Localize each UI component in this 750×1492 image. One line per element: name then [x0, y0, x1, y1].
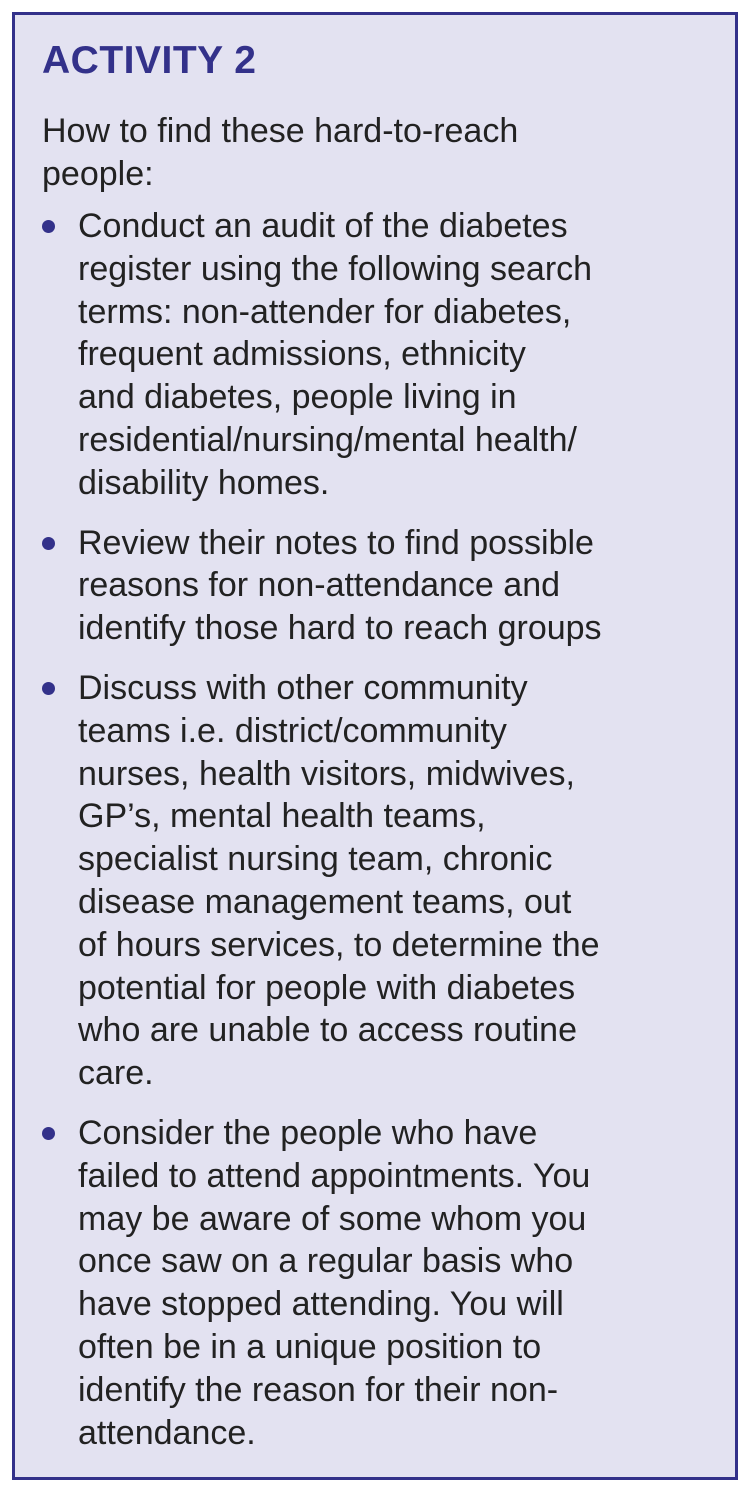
- bullet-dot-icon: [42, 537, 55, 550]
- bullet-line: disease management teams, out: [78, 882, 572, 921]
- bullet-line: once saw on a regular basis who: [78, 1242, 574, 1281]
- bullet-dot-icon: [42, 1127, 55, 1140]
- bullet-line: who are unable to access routine: [78, 1011, 577, 1050]
- bullet-line: have stopped attending. You will: [78, 1285, 564, 1324]
- bullet-item-discuss: [15, 667, 735, 1095]
- bullet-line: specialist nursing team, chronic: [78, 840, 553, 879]
- bullet-line: residential/nursing/mental health/: [78, 420, 577, 459]
- activity-bullet-list: [15, 205, 735, 1471]
- bullet-line: may be aware of some whom you: [78, 1199, 587, 1238]
- bullet-item-consider: [15, 1112, 735, 1454]
- bullet-line: nurses, health visitors, midwives,: [78, 754, 575, 793]
- activity-box: [12, 12, 738, 1480]
- bullet-line: register using the following search: [78, 249, 593, 288]
- bullet-line: disability homes.: [78, 463, 330, 502]
- bullet-item-audit: [15, 205, 735, 505]
- bullet-line: GP’s, mental health teams,: [78, 797, 486, 836]
- activity-title: ACTIVITY 2: [42, 39, 257, 82]
- intro-line: How to find these hard-to-reach: [42, 112, 519, 150]
- bullet-line: failed to attend appointments. You: [78, 1156, 591, 1195]
- bullet-line: teams i.e. district/community: [78, 711, 507, 750]
- intro-text: [42, 110, 682, 195]
- bullet-line: identify the reason for their non-: [78, 1370, 559, 1409]
- bullet-dot-icon: [42, 682, 55, 695]
- bullet-line: frequent admissions, ethnicity: [78, 335, 526, 374]
- bullet-line: Conduct an audit of the diabetes: [78, 207, 568, 245]
- bullet-dot-icon: [42, 220, 55, 233]
- bullet-line: of hours services, to determine the: [78, 925, 600, 964]
- bullet-line: Review their notes to find possible: [78, 523, 594, 562]
- bullet-line: identify those hard to reach groups: [78, 609, 602, 648]
- intro-line: people:: [42, 154, 154, 193]
- bullet-line: potential for people with diabetes: [78, 968, 576, 1007]
- bullet-line: Consider the people who have: [78, 1113, 538, 1152]
- bullet-line: and diabetes, people living in: [78, 378, 517, 417]
- bullet-line: Discuss with other community: [78, 668, 528, 707]
- bullet-line: often be in a unique position to: [78, 1327, 542, 1366]
- bullet-line: reasons for non-attendance and: [78, 566, 561, 605]
- bullet-line: terms: non-attender for diabetes,: [78, 292, 572, 331]
- bullet-item-review: [15, 522, 735, 650]
- bullet-line: attendance.: [78, 1413, 256, 1452]
- bullet-line: care.: [78, 1054, 154, 1093]
